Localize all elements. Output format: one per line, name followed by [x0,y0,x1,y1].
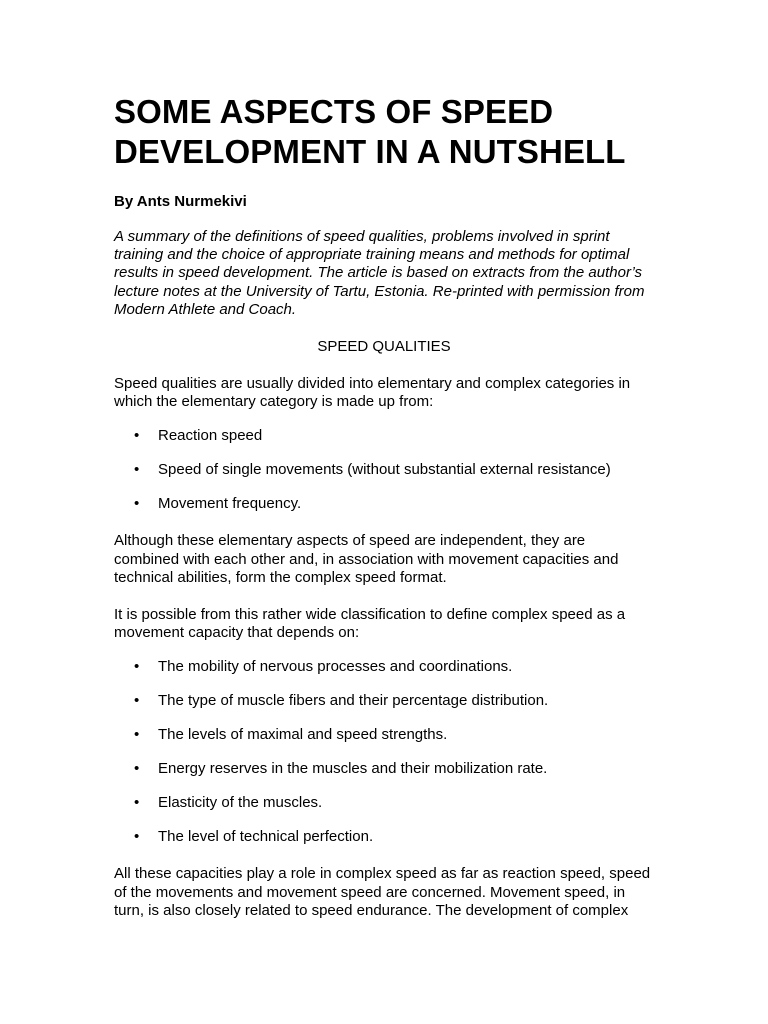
list-item [114,726,674,744]
title-line: DEVELOPMENT IN A NUTSHELL [114,133,626,170]
paragraph-line: technical abilities, form the complex speed format. [114,568,447,586]
bullet-icon: • [134,794,140,812]
summary-line: Modern Athlete and Coach. [114,300,297,318]
summary-line: results in speed development. The article is based on extracts from the author’s [114,264,643,282]
list-item-text: The type of muscle fibers and their percentage distribution. [158,692,549,710]
paragraph-line: of the movements and movement speed are concerned. Movement speed, in [114,883,626,901]
summary-line: A summary of the definitions of speed qualities, problems involved in sprint [114,228,610,245]
bullet-icon: • [134,828,140,846]
document-page [114,92,674,920]
list-item-text: Elasticity of the muscles. [158,794,323,812]
paragraph-line: All these capacities play a role in complex speed as far as reaction speed, speed [114,865,651,883]
paragraph-line: Speed qualities are usually divided into elementary and complex categories in [114,375,631,393]
document-title [114,92,674,172]
list-item-text: Reaction speed [158,427,263,445]
complex-speed-list [114,658,674,846]
summary-line: training and the choice of appropriate training means and methods for optimal [114,246,630,264]
summary-line: lecture notes at the University of Tartu, Estonia. Re-printed with permission from [114,282,645,300]
list-item-text: The levels of maximal and speed strengths. [158,726,448,744]
author-byline: By Ants Nurmekivi [114,193,247,210]
paragraph-line: movement capacity that depends on: [114,624,360,642]
list-item [114,495,674,513]
paragraph-independence [114,532,674,587]
list-item-text: Energy reserves in the muscles and their mobilization rate. [158,760,548,778]
bullet-icon: • [134,658,140,676]
article-summary [114,228,674,319]
list-item [114,658,674,676]
paragraph-line: turn, is also closely related to speed endurance. The development of complex [114,901,629,919]
paragraph-classification [114,606,674,642]
section-heading: SPEED QUALITIES [317,338,451,356]
paragraph-line: combined with each other and, in association with movement capacities and [114,550,619,568]
bullet-icon: • [134,726,140,744]
list-item [114,828,674,846]
list-item-text: The mobility of nervous processes and coordinations. [158,658,513,676]
list-item [114,760,674,778]
paragraph-capacities [114,865,674,920]
paragraph-line: Although these elementary aspects of speed are independent, they are [114,532,586,550]
list-item-text: Speed of single movements (without substantial external resistance) [158,461,611,479]
list-item-text: The level of technical perfection. [158,828,374,846]
bullet-icon: • [134,495,140,513]
paragraph-intro [114,375,674,411]
list-item [114,794,674,812]
elementary-speed-list [114,427,674,513]
bullet-icon: • [134,427,140,445]
paragraph-line: which the elementary category is made up from: [114,393,434,411]
list-item [114,461,674,479]
bullet-icon: • [134,760,140,778]
bullet-icon: • [134,692,140,710]
paragraph-line: It is possible from this rather wide classification to define complex speed as a [114,606,626,624]
list-item [114,427,674,445]
list-item [114,692,674,710]
bullet-icon: • [134,461,140,479]
list-item-text: Movement frequency. [158,495,302,513]
title-line: SOME ASPECTS OF SPEED [114,93,554,130]
